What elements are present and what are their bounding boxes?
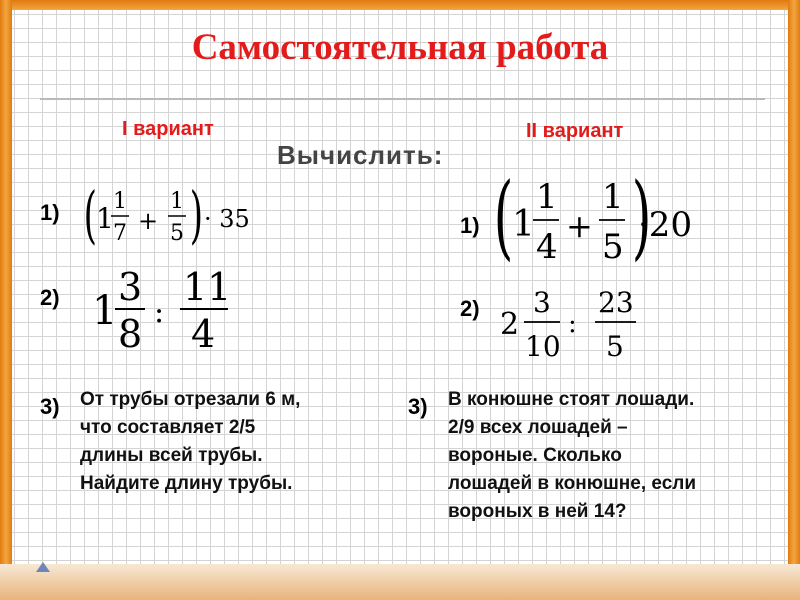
right-e1-whole: 1: [512, 204, 535, 245]
left-e2-den2: 4: [191, 312, 216, 356]
frame-bottom: [0, 564, 800, 600]
frame-left: [0, 0, 12, 600]
right-item-3-number: 3): [408, 394, 428, 419]
right-e2-den1: 10: [525, 330, 561, 363]
right-task-line: 2/9 всех лошадей –: [448, 417, 628, 438]
right-expression-1: [492, 170, 712, 280]
triangle-up-icon[interactable]: [36, 562, 50, 572]
right-e1-den1: 4: [536, 227, 558, 267]
title-divider: [40, 98, 765, 100]
variant-1-label: I вариант: [122, 118, 214, 140]
right-item-2-number: 2): [460, 296, 480, 321]
right-expression-2: [496, 284, 656, 368]
left-e1-num1: 1: [113, 189, 127, 214]
right-e2-op: :: [568, 309, 577, 339]
right-task-line: В конюшне стоят лошади.: [448, 389, 695, 410]
left-task-line: что составляет 2/5: [80, 417, 256, 438]
left-expression-1: [82, 180, 272, 260]
right-task-line: вороных в ней 14?: [448, 501, 627, 522]
left-e1-num2: 1: [170, 189, 184, 214]
right-e1-den2: 5: [602, 227, 624, 267]
left-e1-mult: · 35: [204, 205, 250, 233]
right-e1-num1: 1: [536, 177, 558, 217]
right-item-1-number: 1): [460, 213, 480, 238]
right-task-line: лошадей в конюшне, если: [448, 473, 697, 494]
left-task-line: От трубы отрезали 6 м,: [80, 389, 301, 410]
left-task-line: длины всей трубы.: [80, 445, 263, 466]
right-e2-num2: 23: [598, 286, 634, 319]
left-item-2-number: 2): [40, 285, 60, 310]
left-e2-op: :: [154, 295, 165, 330]
frame-right: [788, 0, 800, 600]
right-e1-num2: 1: [602, 177, 624, 217]
left-expression-2: [88, 262, 238, 362]
right-e2-den2: 5: [606, 330, 624, 363]
left-task-line: Найдите длину трубы.: [80, 473, 293, 494]
left-e1-whole: 1: [96, 202, 114, 235]
right-e1-mult: ·20: [638, 205, 693, 245]
left-item-1-number: 1): [40, 200, 60, 225]
left-e2-whole: 1: [92, 288, 118, 334]
right-e1-plus: +: [566, 207, 593, 245]
left-task-3: [80, 386, 300, 498]
left-e2-num2: 11: [183, 265, 232, 309]
left-item-3-number: 3): [40, 394, 60, 419]
left-e1-den2: 5: [170, 221, 184, 246]
right-task-3: [448, 386, 696, 526]
frame-top: [0, 0, 800, 10]
right-e2-whole: 2: [500, 307, 520, 342]
left-e1-den1: 7: [113, 221, 127, 246]
right-task-line: вороные. Сколько: [448, 445, 622, 466]
left-e1-plus: +: [138, 207, 159, 235]
left-e1-rparen: ): [189, 180, 204, 251]
task-heading: Вычислить:: [277, 140, 444, 170]
right-e1-rparen: ): [631, 170, 652, 271]
right-e1-lparen: (: [493, 170, 514, 271]
right-e2-num1: 3: [533, 286, 551, 319]
left-e1-lparen: (: [83, 180, 97, 251]
left-e2-num1: 3: [118, 265, 143, 309]
slide-title: Самостоятельная работа: [191, 27, 609, 68]
variant-2-label: II вариант: [526, 120, 624, 142]
left-e2-den1: 8: [118, 312, 143, 356]
